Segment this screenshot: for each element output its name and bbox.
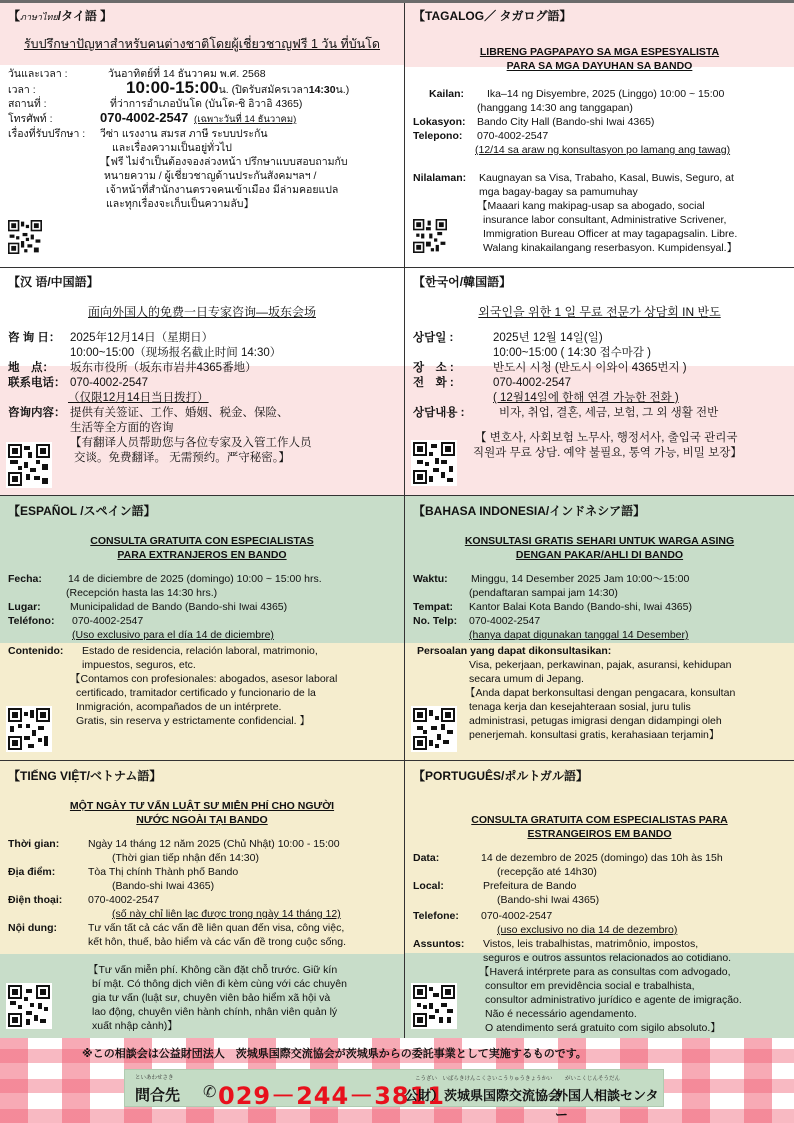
section-tagalog: 【TAGALOG／ タガログ語】 LIBRENG PAGPAPAYO SA MGA ESPESYALISTA PARA SA MGA DAYUHAN SA BANDO Kailan: Ika–14 ng Disyembre, 2025 (Linggo) 10:00 ~ 15:00 (hanggang 14:30 ang tanggapan) Lokasyon: Bando City Hall (Bando-shi Iwai 4365) Telepono: 070-4002-2547 (12/14 sa araw ng konsultasyon po lamang ang tawag) Nilalaman: Kaugnayan sa Visa, Trabaho, Kasal, Buwis, Seguro, at mga bagay-bagay sa pamumuhay 【Maaari kang makipag-usap sa abogado, social insurance labor consultant, Administrative Scrivener, Immigration Bureau Officer at may tagapagsalin. Libre. Walang kinakailangang reserbasyon. Kumpidensyal.】 [405,3,794,268]
footer [0,1038,794,1123]
chinese-phone: 070-4002-2547 [70,377,149,389]
section-thai: 【ภาษาไทย/タイ語 】 รับปรึกษาปัญหาสำหรับคนต่างชาติโดยผู้เชี่ยวชาญฟรี 1 วัน ที่บันโด วันและเวลา : วันอาทิตย์ที่ 14 ธันวาคม พ.ศ. 2568 เวลา : 10:00-15:00 น. (ปิดรับสมัครเวลา 14:30 น.) สถานที่ : ที่ว่าการอำเภอบันโด (บันโด-ชิ อิวาอิ 4365) โทรศัพท์ : 070-4002-2547 (เฉพาะวันที่ 14 ธันวาคม) เรื่องที่รับปรึกษา : วีซ่า แรงงาน สมรส ภาษี ระบบประกัน และเรื่องความเป็นอยู่ทั่วไป 【ฟรี ไม่จำเป็นต้องจองล่วงหน้า ปรึกษาแบบสอบถามกับ หนายความ / ผู้เชี่ยวชาญด้านประกันสังคมฯลฯ / เจ้าหน้าที่สำนักงานตรวจคนเข้าเมือง มีล่ามคอยแปล และทุกเรื่องจะเก็บเป็นความลับ】 [0,3,405,268]
section-portuguese: 【PORTUGUÊS/ポルトガル語】 CONSULTA GRATUITA COM ESPECIALISTAS PARA ESTRANGEIROS EM BANDO Data: 14 de dezembro de 2025 (domingo) das 10h às 15h (recepção até 14h30) Local: Prefeitura de Bando (Bando-shi Iwai 4365) Telefone: 070-4002-2547 (uso exclusivo no dia 14 de dezembro) Assuntos: Vistos, leis trabalhistas, matrimônio, impostos, seguros e outros assuntos relacionados ao cotidiano. 【Haverá intérprete para as consultas com advogado, consultor em previdência social e trabalhista, consultor administrativo jurídico e agente de imigração. Não é necessário agendamento. O atendimento será gratuito com sigilo absoluto.】 [405,761,794,1041]
thai-phone: 070-4002-2547 [100,110,189,125]
qr-code-icon[interactable] [411,440,457,486]
spanish-header: 【ESPAÑOL /スペイン語】 [8,504,156,518]
thai-header: 【ภาษาไทย/タイ語 】 [8,9,113,23]
contact-label: 問合先 [135,1086,181,1104]
qr-code-icon[interactable] [6,706,52,752]
organization-name: 公財）茨城県国際交流協会 [405,1089,562,1104]
thai-title: รับปรึกษาปัญหาสำหรับคนต่างชาติโดยผู้เชี่ยวชาญฟรี 1 วัน ที่บันโด [23,37,381,51]
qr-code-icon[interactable] [6,218,44,256]
tagalog-header: 【TAGALOG／ タガログ語】 [413,9,572,23]
phone-icon: ✆ [203,1082,217,1101]
korean-phone: 070-4002-2547 [493,377,572,389]
indonesian-header: 【BAHASA INDONESIA/インドネシア語】 [413,504,646,518]
footer-note: ※この相談会は公益財団法人 茨城県国際交流協会が茨城県からの委託事業として実施するものです。 [82,1047,587,1060]
qr-code-icon[interactable] [6,983,52,1029]
spanish-phone: 070-4002-2547 [72,615,144,627]
qr-code-icon[interactable] [6,442,52,488]
vietnamese-phone: 070-4002-2547 [88,894,160,906]
qr-code-icon[interactable] [411,983,457,1029]
contact-phone-number[interactable]: 029－244－3811 [218,1082,445,1110]
section-korean: 【한국어/韓国語】 외국인을 위한 1 일 무료 전문가 상담회 IN 반도 상담일 : 2025년 12월 14일(일) 10:00~15:00 ( 14:30 접수마감 ) 장 소 : 반도시 시청 (반도시 이와이 4365번지 ) 전 화 : 070-4002-2547 ( 12월14일에 한해 연결 가능한 전화 ) 상담내용 : 비자, 취업, 결혼, 세금, 보험, 그 외 생활 전반 【 변호사, 사회보험 노무사, 행정서사, 출입국 관리국 직원과 무료 상담. 예약 불필요, 통역 가능, 비밀 보장】 [405,268,794,496]
indonesian-phone: 070-4002-2547 [469,615,541,627]
section-indonesian: 【BAHASA INDONESIA/インドネシア語】 KONSULTASI GRATIS SEHARI UNTUK WARGA ASING DENGAN PAKAR/AHLI DI BANDO Waktu: Minggu, 14 Desember 2025 Jam 10:00〜15:00 (pendaftaran sampai jam 14:30) Tempat: Kantor Balai Kota Bando (Bando-shi, Iwai 4365) No. Telp: 070-4002-2547 (hanya dapat digunakan tanggal 14 Desember) Persoalan yang dapat dikonsultasikan: Visa, pekerjaan, perkawinan, pajak, asuransi, kehidupan secara umum di Jepang. 【Anda dapat berkonsultasi dengan pengacara, konsultan tenaga kerja dan kesejahteraan sosial, juru tulis administrasi, petugas imigrasi dengan didampingi oleh penerjemah. konsultasi gratis, kerahasiaan terjamin】 [405,496,794,761]
qr-code-icon[interactable] [411,706,457,752]
section-spanish: 【ESPAÑOL /スペイン語】 CONSULTA GRATUITA CON ESPECIALISTAS PARA EXTRANJEROS EN BANDO Fecha: 14 de diciembre de 2025 (domingo) 10:00 ~ 15:00 hrs. (Recepción hasta las 14:30 hrs.) Lugar: Municipalidad de Bando (Bando-shi Iwai 4365) Teléfono: 070-4002-2547 (Uso exclusivo para el día 14 de diciembre) Contenido: Estado de residencia, relación laboral, matrimonio, impuestos, seguros, etc. 【Contamos con profesionales: abogados, asesor laboral certificado, tramitador certificado y funcionario de la Inmigración, acompañados de un intérprete. Gratis, sin reserva y estrictamente confidencial. 】 [0,496,405,761]
section-chinese: 【汉 语/中国語】 面向外国人的免费一日专家咨询—坂东会场 咨 询 日： 2025年12月14日（星期日） 10:00~15:00（现场报名截止时间 14:30） 地 点： 坂东市役所（坂东市岩井4365番地） 联系电话： 070-4002-2547 （仅限12月14日当日拨打） 咨询内容： 提供有关签证、工作、婚姻、税金、保险、 生活等全方面的咨询 【有翻译人员帮助您与各位专家及入管工作人员 交谈。免费翻译。 无需预约。严守秘密。】 [0,268,405,496]
qr-code-icon[interactable] [411,217,449,255]
portuguese-header: 【PORTUGUÊS/ポルトガル語】 [413,769,588,783]
consultation-center-name: 外国人相談センター [555,1089,659,1123]
contact-box: といあわせさき 問合先 ✆ 029－244－3811 こうざい いばらきけんこくさいこうりゅうきょうかい 公財）茨城県国際交流協会 がいこくじんそうだん 外国人相談センター [124,1069,664,1107]
portuguese-phone: 070-4002-2547 [481,910,553,922]
vietnamese-header: 【TIẾNG VIỆT/ベトナム語】 [8,769,162,783]
chinese-header: 【汉 语/中国語】 [8,275,99,289]
section-vietnamese: 【TIẾNG VIỆT/ベトナム語】 MỘT NGÀY TƯ VẤN LUẬT SƯ MIỄN PHÍ CHO NGƯỜI NƯỚC NGOÀI TẠI BANDO Thời gian: Ngày 14 tháng 12 năm 2025 (Chủ Nhật) 10:00 - 15:00 (Thời gian tiếp nhận đến 14:30) Địa điểm: Tòa Thị chính Thành phố Bando (Bando-shi Iwai 4365) Điện thoại: 070-4002-2547 (số này chỉ liên lạc được trong ngày 14 tháng 12) Nội dung: Tư vấn tất cả các vấn đề liên quan đến visa, công việc, kết hôn, thuế, bảo hiểm và các vấn đề trong cuộc sống. 【Tư vấn miễn phí. Không cần đặt chỗ trước. Giữ kín bí mật. Có thông dịch viên đi kèm cùng với các chuyên gia tư vấn (luật sư, chuyên viên bảo hiểm xã hội và lao động, chuyên viên hành chính, nhân viên quản lý xuất nhập cảnh)】 [0,761,405,1041]
tagalog-phone: 070-4002-2547 [477,130,549,142]
korean-header: 【한국어/韓国語】 [413,275,512,289]
